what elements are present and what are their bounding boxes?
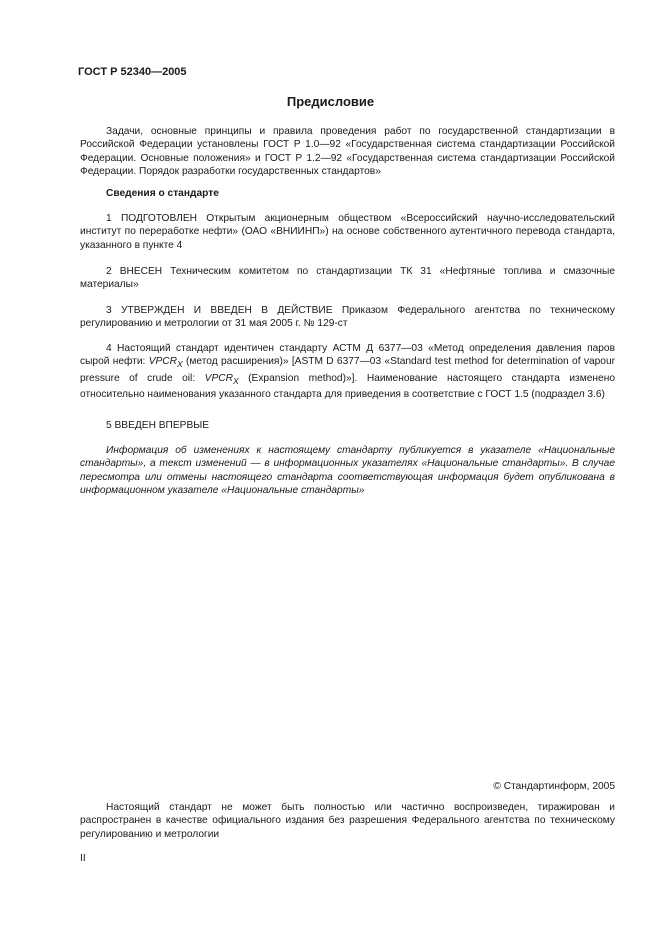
page-title: Предисловие [286, 94, 375, 109]
item-4-text-c: (Expansion method)»]. Наименование настоящего стандарта изменено относительно наименования указанного стандарта для приведения в соответствие с ГОСТ 1.5 (подраздел 3.6) [80, 372, 615, 400]
vpcr-term-en: VPCR [204, 372, 233, 384]
item-1-paragraph: 1 ПОДГОТОВЛЕН Открытым акционерным обществом «Всероссийский научно-исследовательский институт по переработке нефти» (ОАО «ВНИИНП») на основе собственного аутентичного перевода стандарта, указанного в пункте 4 [80, 213, 615, 251]
vpcr-term: VPCR [148, 356, 178, 368]
section-heading: Сведения о стандарте [106, 188, 219, 199]
item-5-paragraph: 5 ВВЕДЕН ВПЕРВЫЕ [106, 420, 210, 431]
vpcr-subscript: X [177, 359, 183, 370]
intro-paragraph: Задачи, основные принципы и правила проведения работ по государственной стандартизации в Российской Федерации установлены ГОСТ Р 1.0—92 «Государственная система стандартизации Российской Федерации. Основные положения» и ГОСТ Р 1.2—92 «Государственная система стандартизации Российской Федерации. Порядок разработки государственных стандартов» [80, 126, 615, 177]
item-3-paragraph: 3 УТВЕРЖДЕН И ВВЕДЕН В ДЕЙСТВИЕ Приказом Федерального агентства по техническому регулированию и метрологии от 31 мая 2005 г. № 129-ст [80, 305, 615, 330]
item-2-paragraph: 2 ВНЕСЕН Техническим комитетом по стандартизации ТК 31 «Нефтяные топлива и смазочные материалы» [80, 266, 615, 291]
item-4-paragraph [80, 342, 615, 401]
item-4-text-b: (метод расширения)» [ASTM D 6377—03 «Standard test method for determination of vapour pressure of crude oil: [80, 356, 615, 384]
vpcr-subscript-en: X [232, 375, 239, 386]
document-id-header: ГОСТ Р 52340—2005 [78, 66, 187, 78]
info-note-paragraph: Информация об изменениях к настоящему стандарту публикуется в указателе «Национальные стандарты», а текст изменений — в информационных указателях «Национальные стандарты». В случае пересмотра или отмены настоящего стандарта соответствующая информация будет опубликована в информационном указателе «Национальные стандарты» [80, 445, 615, 496]
copyright-line: © Стандартинформ, 2005 [493, 781, 615, 792]
item-4-text-a: 4 Настоящий стандарт идентичен стандарту АСТМ Д 6377—03 «Метод определения давления паров сырой нефти: [80, 343, 615, 368]
page-number: II [80, 853, 86, 864]
reproduction-note-paragraph: Настоящий стандарт не может быть полностью или частично воспроизведен, тиражирован и распространен в качестве официального издания без разрешения Федерального агентства по техническому регулированию и метрологии [80, 802, 615, 840]
